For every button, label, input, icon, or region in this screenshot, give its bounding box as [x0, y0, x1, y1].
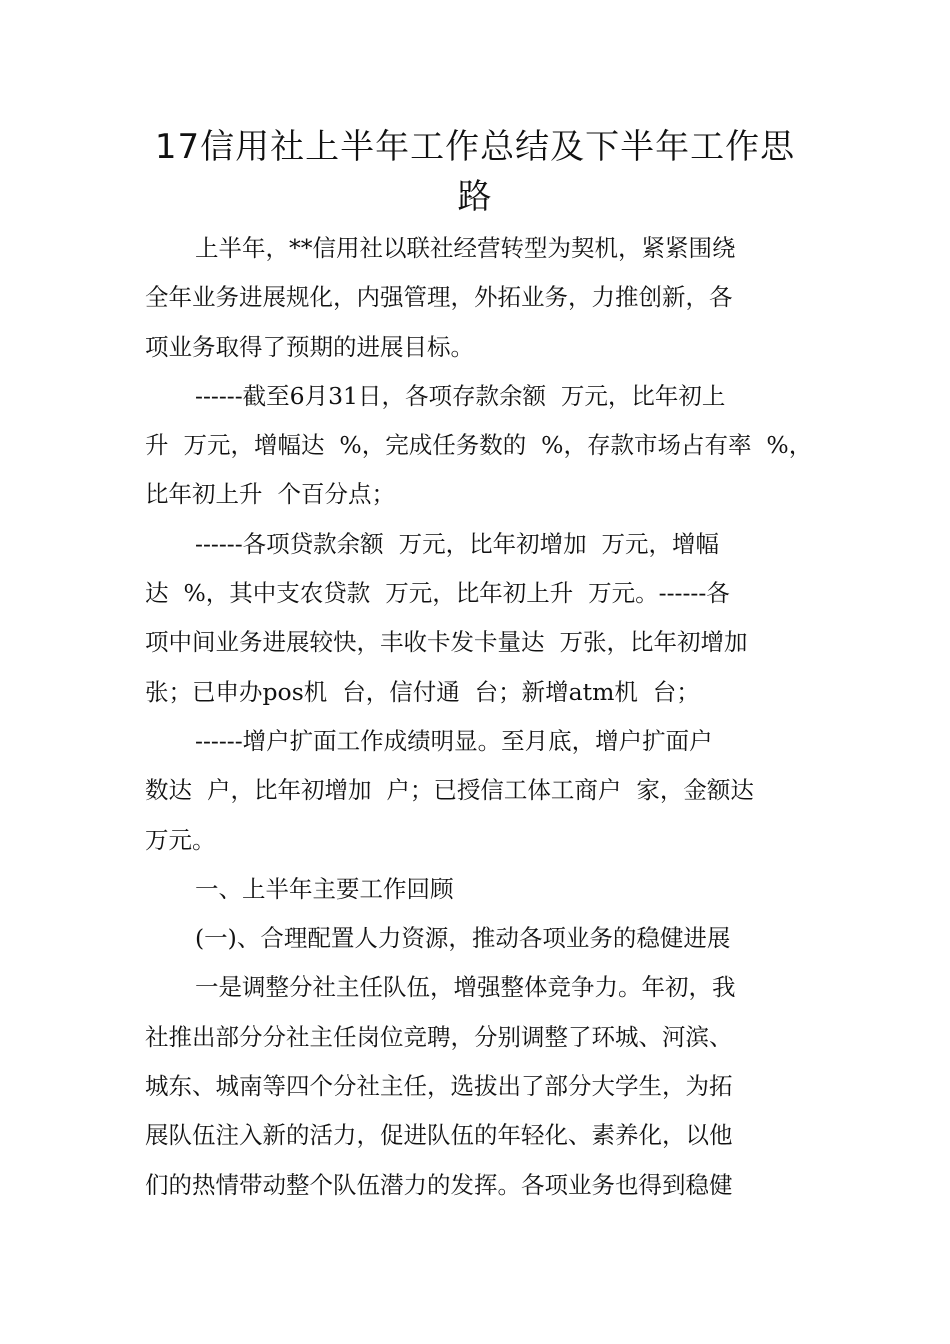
body-line: (一)、合理配置人力资源，推动各项业务的稳健进展 — [195, 924, 731, 953]
body-line: 升 万元，增幅达 %，完成任务数的 %，存款市场占有率 %， — [145, 431, 813, 460]
document-title — [130, 122, 820, 222]
body-line: 一是调整分社主任队伍，增强整体竞争力。年初，我 — [195, 973, 736, 1002]
body-line: 社推出部分分社主任岗位竞聘，分别调整了环城、河滨、 — [145, 1022, 733, 1051]
body-line: ------截至6月31日，各项存款余额 万元，比年初上 — [195, 381, 726, 410]
body-line: 张；已申办pos机 台，信付通 台；新增atm机 台； — [145, 677, 700, 706]
body-line: 全年业务进展规化，内强管理，外拓业务，力推创新，各 — [145, 283, 733, 312]
body-line: 万元。 — [145, 825, 216, 854]
body-line: 达 %，其中支农贷款 万元，比年初上升 万元。------各 — [145, 579, 730, 608]
body-line: 城东、城南等四个分社主任，选拔出了部分大学生，为拓 — [145, 1072, 733, 1101]
body-line: 们的热情带动整个队伍潜力的发挥。各项业务也得到稳健 — [145, 1170, 733, 1199]
body-line: ------增户扩面工作成绩明显。至月底，增户扩面户 — [195, 726, 713, 755]
body-line: 项业务取得了预期的进展目标。 — [145, 332, 474, 361]
body-line: 比年初上升 个百分点； — [145, 480, 395, 509]
title-line-1: 17信用社上半年工作总结及下半年工作思 — [154, 127, 796, 167]
body-line: 上半年，**信用社以联社经营转型为契机，紧紧围绕 — [195, 234, 736, 262]
body-line: 一、上半年主要工作回顾 — [195, 874, 454, 903]
body-line: 项中间业务进展较快，丰收卡发卡量达 万张，比年初增加 — [145, 628, 748, 657]
body-line: 数达 户，比年初增加 户；已授信工体工商户 家，金额达 — [145, 776, 754, 805]
body-line: ------各项贷款余额 万元，比年初增加 万元，增幅 — [195, 529, 720, 558]
title-line-2: 路 — [457, 177, 493, 217]
body-line: 展队伍注入新的活力，促进队伍的年轻化、素养化，以他 — [145, 1121, 733, 1150]
document-body — [145, 224, 813, 1210]
